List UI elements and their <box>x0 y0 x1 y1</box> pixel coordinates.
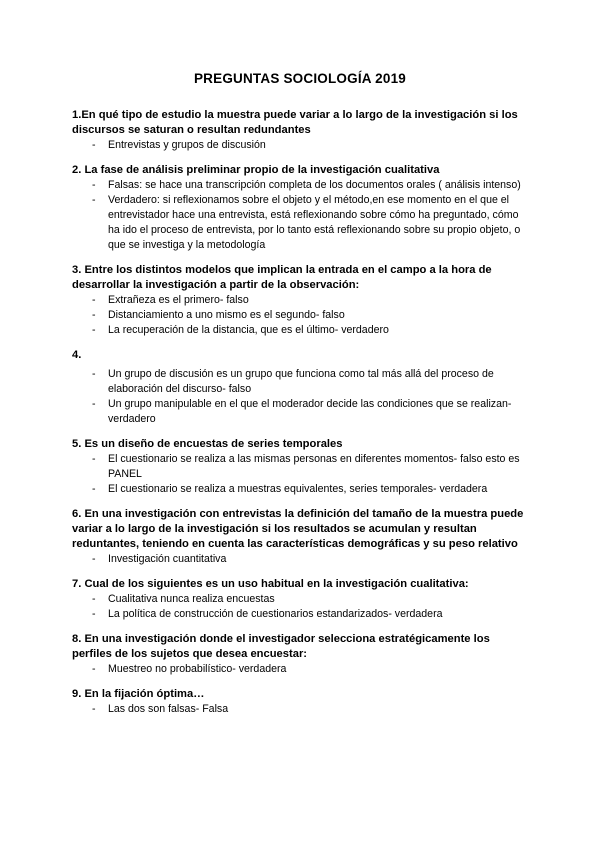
answer-item: - Un grupo manipulable en el que el moderador decide las condiciones que se realizan- verdadero <box>72 397 532 427</box>
question-7 <box>72 577 532 622</box>
answer-list <box>72 293 532 338</box>
answer-item: - La recuperación de la distancia, que es el último- verdadero <box>72 323 532 338</box>
question-title: 7. Cual de los siguientes es un uso habitual en la investigación cualitativa: <box>72 578 469 590</box>
answer-item: - La política de construcción de cuestionarios estandarizados- verdadera <box>72 607 532 622</box>
answer-list <box>72 702 532 717</box>
question-title: 4. <box>72 349 82 361</box>
answer-list <box>72 138 532 153</box>
answer-list <box>72 592 532 622</box>
page-title: PREGUNTAS SOCIOLOGÍA 2019 <box>193 71 407 86</box>
answer-item: - Falsas: se hace una transcripción completa de los documentos orales ( análisis intenso) <box>72 178 532 193</box>
answer-list <box>72 452 532 497</box>
answer-item: - Muestreo no probabilístico- verdadera <box>72 662 532 677</box>
question-title: 6. En una investigación con entrevistas la definición del tamaño de la muestra puede variar a lo largo de la investigación si los resultados se acumulan y resultan reduntantes, teniendo en cuenta las características demográficas y su peso relativo <box>72 508 524 550</box>
question-3 <box>72 263 532 338</box>
answer-item: - Entrevistas y grupos de discusión <box>72 138 532 153</box>
question-4 <box>72 348 532 427</box>
answer-item: - Las dos son falsas- Falsa <box>72 702 532 717</box>
answer-list <box>72 552 532 567</box>
question-6 <box>72 507 532 567</box>
answer-list <box>72 178 532 253</box>
answer-item: - Extrañeza es el primero- falso <box>72 293 532 308</box>
question-title: 2. La fase de análisis preliminar propio de la investigación cualitativa <box>72 164 440 176</box>
answer-list <box>72 367 532 427</box>
question-8 <box>72 632 532 677</box>
question-9 <box>72 687 532 717</box>
answer-item: - Cualitativa nunca realiza encuestas <box>72 592 532 607</box>
answer-list <box>72 662 532 677</box>
answer-item: - El cuestionario se realiza a muestras equivalentes, series temporales- verdadera <box>72 482 532 497</box>
answer-item: - Verdadero: si reflexionamos sobre el objeto y el método,en ese momento en el que el entrevistador hace una entrevista, está reflexionando sobre cómo ha preguntado, cómo ha ido el proceso de entrevista, por lo tanto está reflexionando sobre su propio objeto, o que se investiga y la metodología <box>72 193 532 253</box>
answer-item: - Distanciamiento a uno mismo es el segundo- falso <box>72 308 532 323</box>
question-title: 5. Es un diseño de encuestas de series temporales <box>72 438 343 450</box>
question-1 <box>72 108 532 153</box>
question-title: 8. En una investigación donde el investigador selecciona estratégicamente los perfiles de los sujetos que desea encuestar: <box>72 633 490 660</box>
question-title: 3. Entre los distintos modelos que implican la entrada en el campo a la hora de desarrollar la investigación a partir de la observación: <box>72 264 492 291</box>
answer-item: - Investigación cuantitativa <box>72 552 532 567</box>
answer-item: - El cuestionario se realiza a las mismas personas en diferentes momentos- falso esto es PANEL <box>72 452 532 482</box>
question-title: 9. En la fijación óptima… <box>72 688 205 700</box>
question-title: 1.En qué tipo de estudio la muestra puede variar a lo largo de la investigación si los discursos se saturan o resultan redundantes <box>72 109 518 136</box>
questions-list <box>72 108 532 727</box>
question-5 <box>72 437 532 497</box>
answer-item: - Un grupo de discusión es un grupo que funciona como tal más allá del proceso de elaboración del discurso- falso <box>72 367 532 397</box>
question-2 <box>72 163 532 253</box>
